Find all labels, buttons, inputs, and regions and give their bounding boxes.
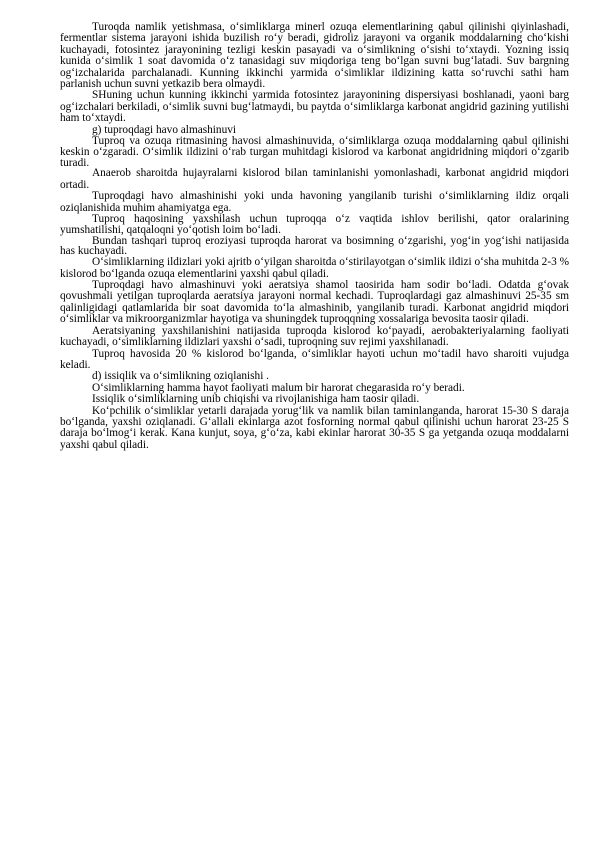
paragraph-oxygen-20-percent: Tuproq havosida 20 % kislorod boʻlganda, oʻsimliklar hayoti uchun moʻtadil havo sharoiti vujudga keladi. <box>60 347 569 371</box>
paragraph-aeration: Tuproqdagi havo almashinuvi yoki aeratsiya shamol taosirida ham sodir boʻladi. Odatda gʻovak qovushmali yetilgan tuproqlarda aeratsiya jarayoni normal kechadi. Tuproqlardagi gaz almashinuvi 25-35 sm qalinligidagi qatlamlarida bir soat davomida toʻla almashinib, yangilanib turadi. Karbonat angidrid miqdori oʻsimliklar va mikroorganizmlar hayotiga va shuningdek tuproqqning xossalariga bevosita taosir qiladi. <box>60 279 569 326</box>
document-page <box>60 22 569 451</box>
paragraph-air-renewal: Tuproqdagi havo almashinishi yoki unda havoning yangilanib turishi oʻsimliklarning ildiz orqali oziqlanishida muhim ahamiyatga ega. <box>60 190 569 214</box>
paragraph-moisture-deficit: Turoqda namlik yetishmasa, oʻsimliklarga minerl ozuqa elementlarining qabul qilinishi qiyinlashadi, fermentlar sistema jarayoni ishida buzilish roʻy beradi, gidroliz jarayoni va organik moddalarning choʻkishi kuchayadi, fotosintez jarayonining tezligi keskin pasayadi va oʻsimlikning oʻsishi toʻxtaydi. Yozning issiq kunida oʻsimlik 1 soat davomida oʻz tanasidagi suv miqdoriga teng boʻlgan suvni bugʻlatadi. Suv bargning ogʻizchalarida parchalanadi. Kunning ikkinchi yarmida oʻsimliklar ildizining katta soʻruvchi sathi ham parlanish uchun suvni yetkazib bera olmaydi. <box>60 21 569 91</box>
paragraph-erosion: Bundan tashqari tuproq eroziyasi tuproqda harorat va bosimning oʻzgarishi, yogʻin yogʻishi natijasida has kuchayadi. <box>60 234 569 258</box>
paragraph-temperature-ranges: Koʻpchilik oʻsimliklar yetarli darajada yorugʻlik va namlik bilan taminlanganda, harorat 15-30 S daraja boʻlganda, yaxshi oziqlanadi. Gʻallali ekinlarga azot fosforning normal qabul qilinishi uchun harorat 23-25 S daraja boʻlmogʻi kerak. Kana kunjut, soya, gʻoʻza, kabi ekinlar harorat 30-35 S ga yetganda ozuqa moddalarni yaxshi qabul qiladi. <box>60 404 569 451</box>
paragraph-heat-germination: Issiqlik oʻsimliklarning unib chiqishi va rivojlanishiga ham taosir qiladi. <box>92 393 420 406</box>
paragraph-anaerobic: Anaerob sharoitda hujayralarni kislorod bilan taminlanishi yomonlashadi, karbonat angidrid miqdori ortadi. <box>60 167 569 191</box>
paragraph-afternoon-photosynthesis: SHuning uchun kunning ikkinchi yarmida fotosintez jarayonining dispersiyasi boshlanadi, yaoni barg ogʻizchalari berkiladi, oʻsimlik suvni bugʻlatmaydi, bu paytda oʻsimliklarga karbonat angidrid gazining yutilishi ham toʻxtaydi. <box>60 89 569 125</box>
paragraph-root-oxygen: Oʻsimliklarning ildizlari yoki ajritb oʻyilgan sharoitda oʻstirilayotgan oʻsimlik ildizi oʻsha muhitda 2-3 % kislorod boʻlganda ozuqa elementlarini yaxshi qabul qiladi. <box>60 256 569 280</box>
paragraph-soil-tillage: Tuproq haqosining yaxshilash uchun tuproqqa oʻz vaqtida ishlov berilishi, qator oralarining yumshatilishi, qatqaloqni yoʻqotish loim boʻladi. <box>60 213 569 236</box>
section-heading-heat: d) issiqlik va oʻsimlikning oziqlanishi . <box>92 370 269 383</box>
paragraph-air-exchange: Tuproq va ozuqa ritmasining havosi almashinuvida, oʻsimliklarga ozuqa moddalarning qabul qilinishi keskin oʻzgaradi. Oʻsimlik ildizini oʻrab turgan muhitdagi kislorod va karbonat angidridning miqdori oʻzgarib turadi. <box>60 135 569 169</box>
section-heading-soil-air: g) tuproqdagi havo almashinuvi <box>92 123 237 136</box>
paragraph-aeration-improvement: Aeratsiyaning yaxshilanishini natijasida tuproqda kislorod koʻpayadi, aerobakteriyalarning faoliyati kuchayadi, oʻsimliklarning ildizlari yaxshi oʻsadi, tuproqning suv rejimi yaxshilanadi. <box>60 324 569 349</box>
paragraph-temperature-limits: Oʻsimliklarning hamma hayot faoliyati malum bir harorat chegarasida roʻy beradi. <box>92 381 465 394</box>
